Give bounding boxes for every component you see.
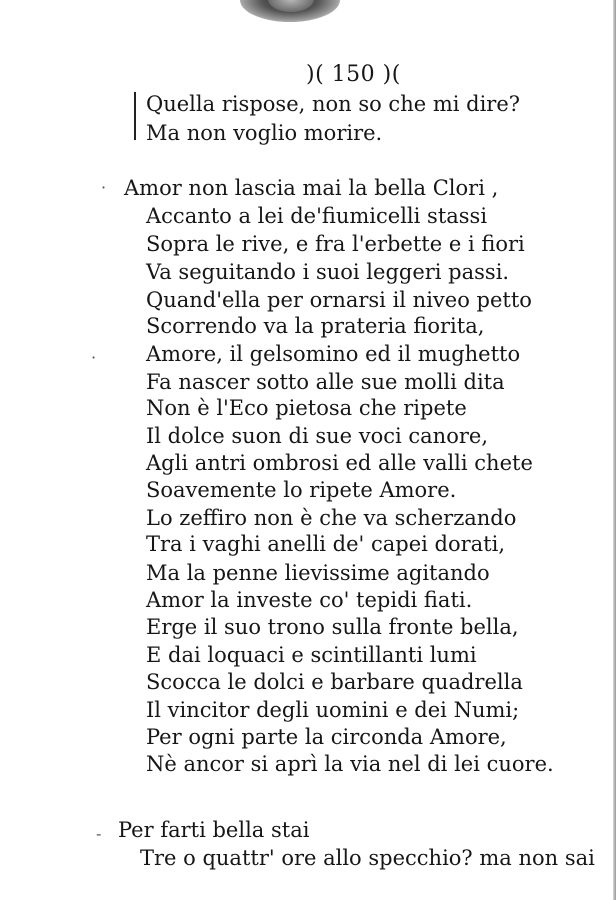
stanza-2-line-3: Sopra le rive, e fra l'erbette e i fiori bbox=[146, 232, 525, 256]
page-number: )( 150 )( bbox=[306, 62, 401, 87]
stanza-2-line-8: Fa nascer sotto alle sue molli dita bbox=[146, 370, 505, 394]
stanza-2-line-19: Scocca le dolci e barbare quadrella bbox=[146, 670, 523, 694]
margin-speck: - bbox=[96, 824, 102, 843]
stanza-2-line-12: Soavemente lo ripete Amore. bbox=[146, 478, 457, 502]
stanza-2-line-21: Per ogni parte la circonda Amore, bbox=[146, 725, 507, 749]
stanza-2-line-18: E dai loquaci e scintillanti lumi bbox=[146, 643, 477, 667]
stanza-2-line-13: Lo zeffiro non è che va scherzando bbox=[146, 506, 517, 530]
stanza-1-line-1: Quella rispose, non so che mi dire? bbox=[146, 92, 521, 116]
stanza-2-line-11: Agli antri ombrosi ed alle valli chete bbox=[146, 451, 533, 475]
stanza-2-line-20: Il vincitor degli uomini e dei Numi; bbox=[146, 698, 520, 722]
margin-speck: · bbox=[101, 178, 107, 197]
stanza-1-line-2: Ma non voglio morire. bbox=[146, 121, 383, 145]
stanza-2-line-7: Amore, il gelsomino ed il mughetto bbox=[146, 342, 521, 366]
stanza-2-line-5: Quand'ella per ornarsi il niveo petto bbox=[146, 288, 532, 312]
stanza-2-line-14: Tra i vaghi anelli de' capei dorati, bbox=[146, 532, 506, 556]
stanza-2-line-2: Accanto a lei de'fiumicelli stassi bbox=[146, 204, 488, 228]
margin-bracket bbox=[134, 92, 136, 140]
stanza-3-line-2: Tre o quattr' ore allo specchio? ma non sai bbox=[140, 846, 595, 870]
margin-speck: · bbox=[91, 348, 97, 367]
stanza-2-line-1: Amor non lascia mai la bella Clori , bbox=[124, 176, 499, 200]
stanza-2-line-4: Va seguitando i suoi leggeri passi. bbox=[146, 260, 510, 284]
stanza-3-line-1: Per farti bella stai bbox=[118, 818, 310, 842]
stanza-2-line-16: Amor la investe co' tepidi fiati. bbox=[146, 588, 473, 612]
stanza-2-line-6: Scorrendo va la prateria fiorita, bbox=[146, 314, 485, 338]
stanza-2-line-22: Nè ancor si aprì la via nel di lei cuore. bbox=[146, 752, 554, 776]
stanza-2-line-9: Non è l'Eco pietosa che ripete bbox=[146, 396, 467, 420]
stanza-2-line-15: Ma la penne lievissime agitando bbox=[146, 561, 490, 585]
stanza-2-line-17: Erge il suo trono sulla fronte bella, bbox=[146, 615, 519, 639]
stanza-2-line-10: Il dolce suon di sue voci canore, bbox=[146, 424, 488, 448]
